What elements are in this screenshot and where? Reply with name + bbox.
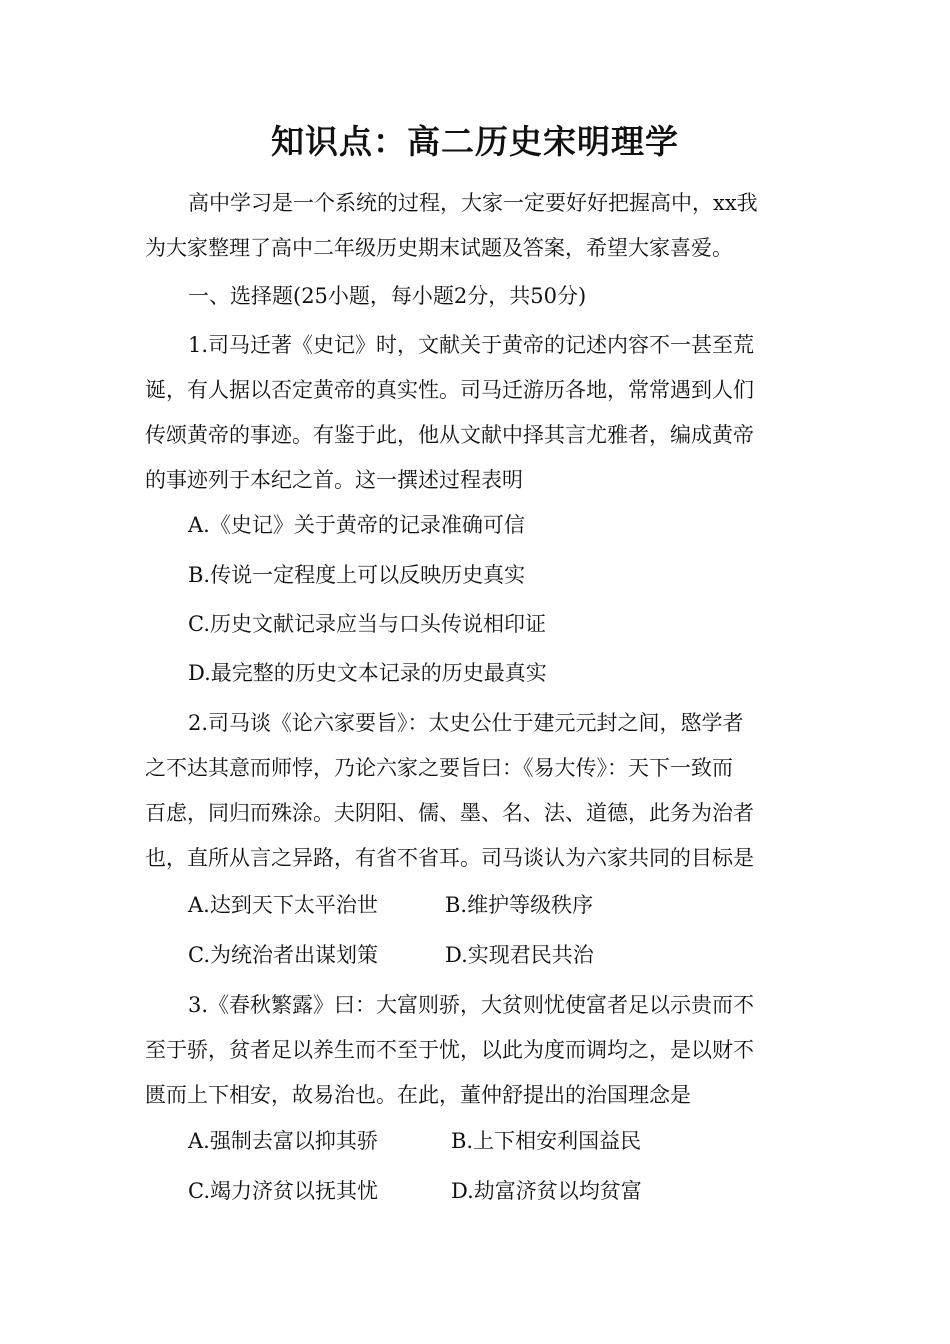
q3-line-1: 3.《春秋繁露》曰：大富则骄，大贫则忧使富者足以示贵而不 xyxy=(188,993,755,1017)
q3-option-c: C.竭力济贫以抚其忧 xyxy=(188,1179,378,1203)
q2-option-b: B.维护等级秩序 xyxy=(445,893,594,917)
q2-options-row-2 xyxy=(188,940,858,970)
q2-option-a: A.达到天下太平治世 xyxy=(188,893,378,917)
q2-line-2: 之不达其意而师悖，乃论六家之要旨曰：《易大传》：天下一致而 xyxy=(145,756,733,780)
page-title: 知识点：高二历史宋明理学 xyxy=(271,122,679,161)
q3-options-row-1 xyxy=(188,1126,858,1156)
q1-line-3: 传颂黄帝的事迹。有鉴于此，他从文献中择其言尤雅者，编成黄帝 xyxy=(145,423,754,447)
q3-option-a: A.强制去富以抑其骄 xyxy=(188,1129,378,1153)
q1-line-1: 1.司马迁著《史记》时，文献关于黄帝的记述内容不一甚至荒 xyxy=(188,333,755,357)
q2-line-3: 百虑，同归而殊涂。夫阴阳、儒、墨、名、法、道德，此务为治者 xyxy=(145,801,754,825)
q2-line-1: 2.司马谈《论六家要旨》：太史公仕于建元元封之间，愍学者 xyxy=(188,711,744,735)
intro-line-2: 为大家整理了高中二年级历史期末试题及答案，希望大家喜爱。 xyxy=(145,236,733,260)
q1-option-b: B.传说一定程度上可以反映历史真实 xyxy=(188,563,526,587)
q3-line-2: 至于骄，贫者足以养生而不至于忧，以此为度而调均之，是以财不 xyxy=(145,1038,754,1062)
q2-options-row-1 xyxy=(188,890,858,920)
q1-option-c: C.历史文献记录应当与口头传说相印证 xyxy=(188,612,546,636)
q2-line-4: 也，直所从言之异路，有省不省耳。司马谈认为六家共同的目标是 xyxy=(145,846,754,870)
section-heading: 一、选择题(25小题，每小题2分，共50分) xyxy=(188,284,587,308)
q3-line-3: 匮而上下相安，故易治也。在此，董仲舒提出的治国理念是 xyxy=(145,1083,691,1107)
q1-option-d: D.最完整的历史文本记录的历史最真实 xyxy=(188,661,547,685)
intro-line-1: 高中学习是一个系统的过程，大家一定要好好把握高中，xx我 xyxy=(188,191,758,215)
q2-option-d: D.实现君民共治 xyxy=(445,943,594,967)
q1-line-2: 诞，有人据以否定黄帝的真实性。司马迁游历各地，常常遇到人们 xyxy=(145,378,754,402)
q1-option-a: A.《史记》关于黄帝的记录准确可信 xyxy=(188,513,525,537)
q2-option-c: C.为统治者出谋划策 xyxy=(188,943,378,967)
q3-option-b: B.上下相安利国益民 xyxy=(451,1129,642,1153)
q3-options-row-2 xyxy=(188,1176,858,1206)
q3-option-d: D.劫富济贫以均贫富 xyxy=(451,1179,642,1203)
q1-line-4: 的事迹列于本纪之首。这一撰述过程表明 xyxy=(145,468,523,492)
